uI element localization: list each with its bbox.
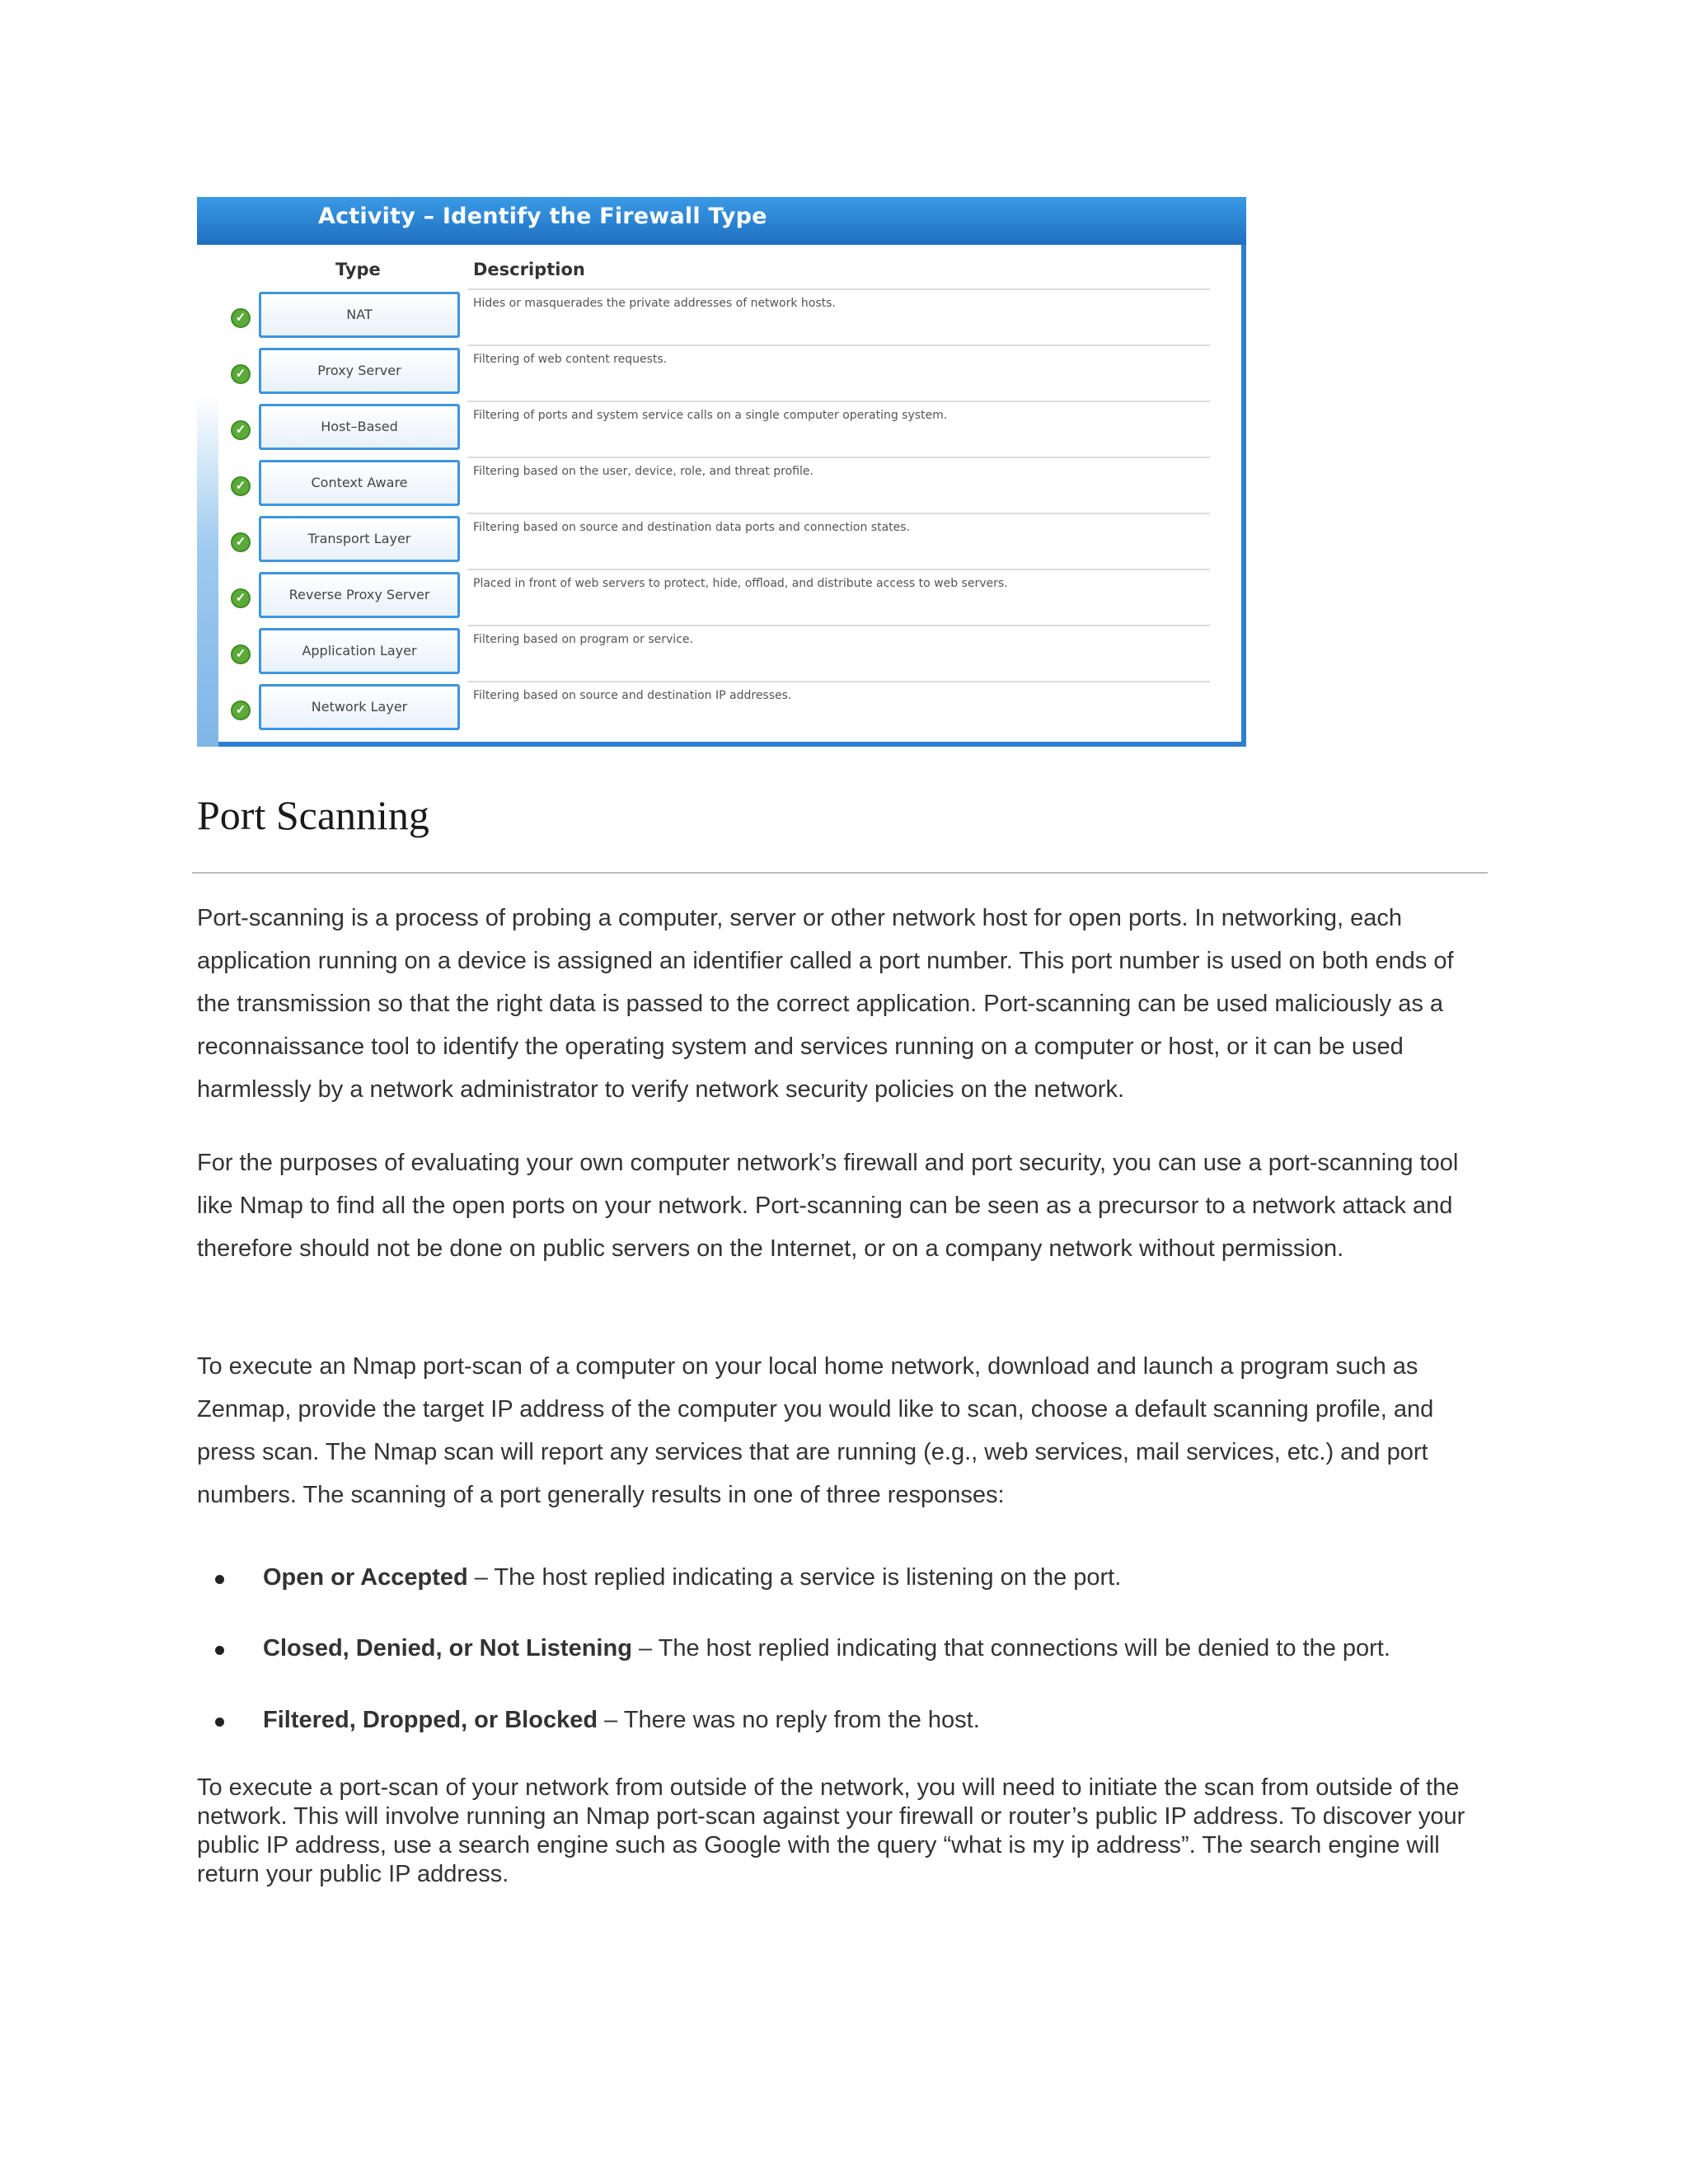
row-divider [467,344,1210,346]
activity-left-strip [197,245,218,747]
row-divider [467,625,1210,626]
firewall-row [218,681,1241,737]
check-icon: ✓ [231,532,251,552]
section-heading: Port Scanning [197,792,429,838]
firewall-row [218,288,1241,344]
bullet-icon [215,1575,224,1584]
paragraph-purpose: For the purposes of evaluating your own computer network’s firewall and port security, you can use a port-scanning tool like Nmap to find all the open ports on your network. Port-scanning can be seen as a precursor to a network attack and therefore should not be done on public servers on the Internet, or on a company network without permission. [197,1150,1459,1262]
bullet-icon [215,1718,224,1727]
activity-title: Activity – Identify the Firewall Type [318,204,767,229]
heading-divider [192,872,1488,874]
response-term: Closed, Denied, or Not Listening [263,1635,632,1661]
bullet-icon [215,1646,224,1655]
type-description: Filtering based on program or service. [473,633,693,646]
response-text: – The host replied indicating a service is listening on the port. [467,1564,1122,1591]
row-divider [467,457,1210,458]
check-icon: ✓ [231,364,251,384]
row-divider [467,681,1210,682]
row-divider [467,513,1210,514]
type-button-transport-layer[interactable]: Transport Layer [259,516,460,562]
row-divider [467,288,1210,290]
type-button-nat[interactable]: NAT [259,292,460,338]
firewall-row [218,513,1241,569]
type-description: Hides or masquerades the private addresses of network hosts. [473,297,836,310]
response-term: Open or Accepted [263,1564,468,1591]
row-divider [467,401,1210,402]
column-header-description: Description [473,260,585,279]
check-icon: ✓ [231,420,251,440]
paragraph-intro: Port-scanning is a process of probing a computer, server or other network host for open ports. In networking, each application running on a device is assigned an identifier called a port number. This port number is used on both ends of the transmission so that the right data is passed to the correct application. Port-scanning can be used maliciously as a reconnaissance tool to identify the operating system and services running on a computer or host, or it can be used harmlessly by a network administrator to verify network security policies on the network. [197,905,1454,1103]
response-text: – The host replied indicating that connections will be denied to the port. [631,1635,1390,1661]
response-text: – There was no reply from the host. [598,1707,980,1733]
check-icon: ✓ [231,644,251,664]
check-icon: ✓ [231,308,251,328]
paragraph-execute-local: To execute an Nmap port-scan of a computer on your local home network, download and launch a program such as Zenmap, provide the target IP address of the computer you would like to scan, choose a default scanning profile, and press scan. The Nmap scan will report any services that are running (e.g., web services, mail services, etc.) and port numbers. The scanning of a port generally results in one of three responses: [197,1353,1434,1508]
column-header-type: Type [335,260,381,279]
row-divider [467,569,1210,570]
type-description: Filtering of web content requests. [473,353,668,366]
type-button-reverse-proxy-server[interactable]: Reverse Proxy Server [259,572,460,618]
paragraph-execute-external: To execute a port-scan of your network from outside of the network, you will need to initiate the scan from outside of the network. This will involve running an Nmap port-scan against your firewall or router’s public IP address. To discover your public IP address, use a search engine such as Google with the query “what is my ip address”. The search engine will return your public IP address. [197,1774,1465,1887]
type-button-host-based[interactable]: Host–Based [259,404,460,450]
type-button-application-layer[interactable]: Application Layer [259,628,460,674]
check-icon: ✓ [231,588,251,608]
type-description: Filtering based on source and destination data ports and connection states. [473,521,911,534]
activity-image [197,197,1246,747]
firewall-row [218,344,1241,401]
firewall-row [218,625,1241,681]
check-icon: ✓ [231,701,251,720]
check-icon: ✓ [231,476,251,496]
activity-header [197,197,1246,245]
type-description: Placed in front of web servers to protect, hide, offload, and distribute access to web servers. [473,577,1008,590]
firewall-row [218,569,1241,625]
type-description: Filtering based on source and destination IP addresses. [473,689,792,702]
firewall-row [218,401,1241,457]
type-button-network-layer[interactable]: Network Layer [259,684,460,730]
type-button-proxy-server[interactable]: Proxy Server [259,348,460,394]
activity-table [218,245,1241,742]
type-description: Filtering based on the user, device, role, and threat profile. [473,465,814,478]
type-description: Filtering of ports and system service calls on a single computer operating system. [473,409,948,422]
firewall-row [218,457,1241,513]
type-button-context-aware[interactable]: Context Aware [259,460,460,506]
response-term: Filtered, Dropped, or Blocked [263,1707,598,1733]
